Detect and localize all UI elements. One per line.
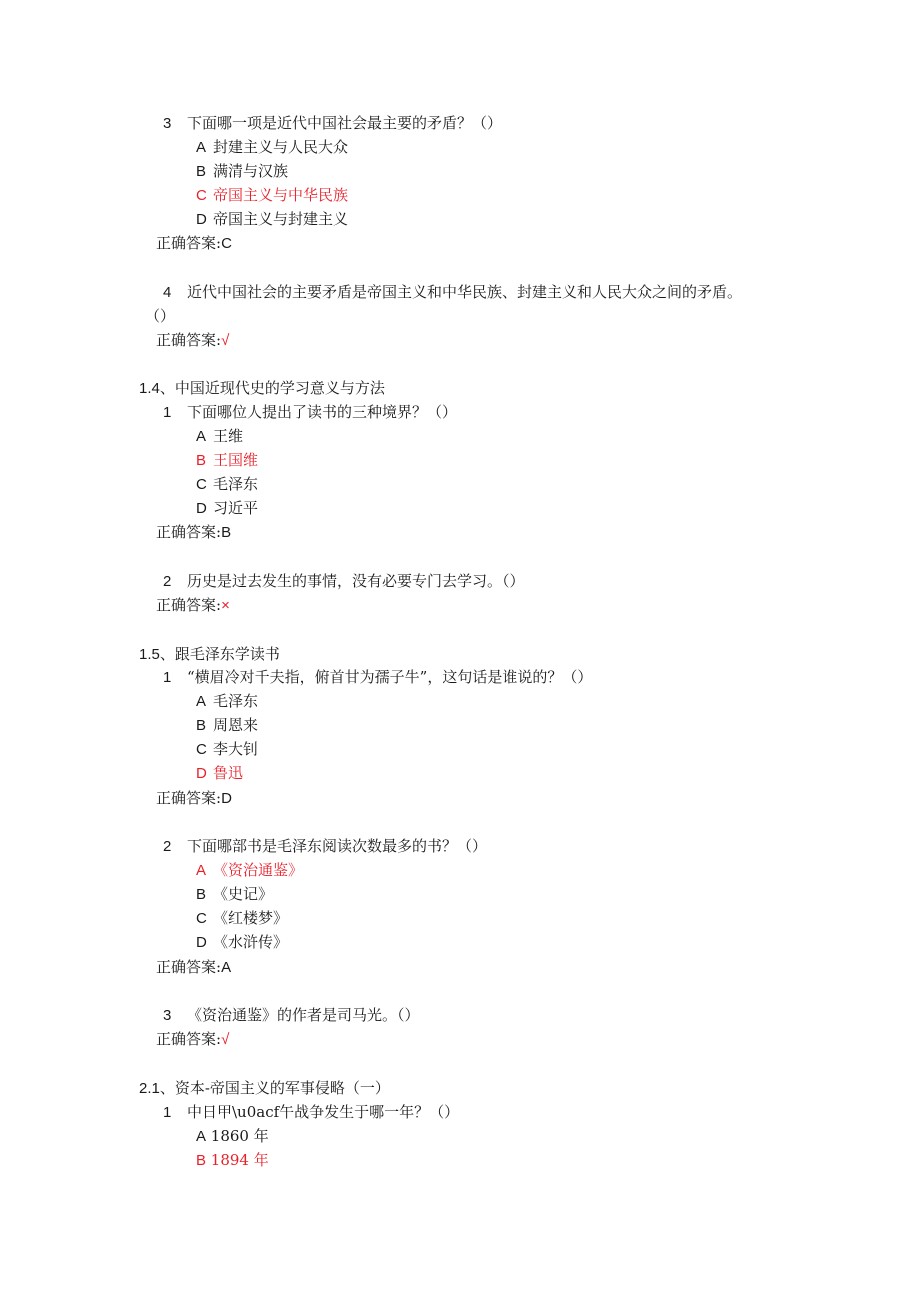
answer-value: C (221, 235, 232, 252)
answer-value: A (221, 959, 232, 976)
option-text: 李大钊 (213, 740, 259, 758)
section-title: 、资本-帝国主义的军事侵略（一） (159, 1079, 390, 1097)
question-3 (163, 113, 502, 134)
section-number: 1.4 (139, 380, 160, 397)
answer-value: √ (221, 1031, 230, 1048)
option-d (196, 209, 348, 230)
option-b (196, 161, 288, 182)
question-text: 下面哪部书是毛泽东阅读次数最多的书？（） (187, 837, 488, 855)
answer-label: 正确答案: (156, 523, 222, 541)
section-number: 1.5 (139, 646, 160, 663)
section-number: 2.1 (139, 1080, 160, 1097)
answer-label: 正确答案: (156, 958, 222, 976)
option-a (196, 137, 348, 158)
question-number: 1 (163, 404, 172, 421)
option-b (196, 884, 273, 905)
question-3 (163, 1005, 420, 1026)
answer-label: 正确答案: (156, 331, 222, 349)
question-text: 《资治通鉴》的作者是司马光。（） (187, 1006, 420, 1024)
answer-value: √ (221, 332, 230, 349)
option-text: 王维 (213, 427, 244, 445)
answer-line (156, 1029, 229, 1050)
question-1 (163, 667, 592, 688)
question-number: 3 (163, 1007, 172, 1024)
answer-value: B (221, 524, 232, 541)
option-text: 周恩来 (213, 716, 259, 734)
option-text: 1860 年 (210, 1127, 269, 1145)
answer-line (156, 233, 232, 254)
option-c (196, 908, 288, 929)
option-text: 《资治通鉴》 (213, 861, 304, 879)
option-text: 鲁迅 (213, 764, 244, 782)
option-letter: B (196, 886, 207, 903)
option-c (196, 739, 258, 760)
question-1 (163, 1102, 459, 1123)
option-letter: B (196, 717, 207, 734)
option-text: 帝国主义与封建主义 (213, 210, 349, 228)
answer-label: 正确答案: (156, 1030, 222, 1048)
answer-line (156, 788, 232, 809)
option-letter: B (196, 452, 207, 469)
option-letter: D (196, 211, 207, 228)
question-text: 历史是过去发生的事情，没有必要专门去学习。（） (187, 572, 525, 590)
option-text: 习近平 (213, 499, 259, 517)
question-text: “横眉冷对千夫指，俯首甘为孺子牛”，这句话是谁说的？（） (187, 668, 593, 686)
option-letter: D (196, 934, 207, 951)
option-letter: D (196, 765, 207, 782)
option-text: 《水浒传》 (213, 933, 289, 951)
answer-label: 正确答案: (156, 234, 222, 252)
option-b-correct (196, 450, 258, 471)
option-b-correct (196, 1150, 269, 1171)
option-a (196, 426, 243, 447)
section-title: 、跟毛泽东学读书 (159, 645, 280, 663)
option-text: 1894 年 (210, 1151, 269, 1169)
option-a (196, 1126, 269, 1147)
question-number: 3 (163, 115, 172, 132)
question-text: 下面哪一项是近代中国社会最主要的矛盾？（） (187, 114, 503, 132)
option-d (196, 498, 258, 519)
option-a-correct (196, 860, 303, 881)
option-d-correct (196, 763, 243, 784)
option-text: 《史记》 (213, 885, 274, 903)
option-d (196, 932, 288, 953)
question-text: 近代中国社会的主要矛盾是帝国主义和中华民族、封建主义和人民大众之间的矛盾。 (187, 283, 743, 301)
option-text: 满清与汉族 (213, 162, 289, 180)
answer-value: × (221, 597, 230, 614)
answer-line (156, 595, 230, 616)
question-text: 下面哪位人提出了读书的三种境界？（） (187, 403, 458, 421)
section-heading (139, 378, 385, 399)
option-letter: A (196, 693, 207, 710)
question-4-continuation: （） (145, 307, 176, 325)
option-letter: A (196, 1128, 207, 1145)
section-heading (139, 1078, 390, 1099)
option-text: 封建主义与人民大众 (213, 138, 349, 156)
question-2 (163, 836, 487, 857)
option-text: 帝国主义与中华民族 (213, 186, 349, 204)
answer-value: D (221, 790, 232, 807)
option-letter: C (196, 187, 207, 204)
option-c-correct (196, 185, 348, 206)
section-title: 、中国近现代史的学习意义与方法 (159, 379, 385, 397)
option-letter: B (196, 1152, 207, 1169)
option-text: 王国维 (213, 451, 259, 469)
option-letter: A (196, 139, 207, 156)
answer-line (156, 330, 229, 351)
option-text: 毛泽东 (213, 692, 259, 710)
question-number: 2 (163, 573, 172, 590)
question-4 (163, 282, 742, 303)
question-text: 中日甲\u0acf午战争发生于哪一年？（） (187, 1103, 460, 1121)
question-number: 1 (163, 1104, 172, 1121)
question-number: 1 (163, 669, 172, 686)
option-b (196, 715, 258, 736)
question-number: 4 (163, 284, 172, 301)
question-2 (163, 571, 525, 592)
answer-line (156, 957, 231, 978)
option-letter: B (196, 163, 207, 180)
answer-label: 正确答案: (156, 596, 222, 614)
answer-label: 正确答案: (156, 789, 222, 807)
question-1 (163, 402, 457, 423)
option-letter: A (196, 428, 207, 445)
option-letter: C (196, 741, 207, 758)
answer-line (156, 522, 231, 543)
section-heading (139, 644, 280, 665)
option-letter: D (196, 500, 207, 517)
question-number: 2 (163, 838, 172, 855)
option-c (196, 474, 258, 495)
option-text: 毛泽东 (213, 475, 259, 493)
option-letter: A (196, 862, 207, 879)
option-letter: C (196, 910, 207, 927)
option-letter: C (196, 476, 207, 493)
option-text: 《红楼梦》 (213, 909, 289, 927)
option-a (196, 691, 258, 712)
